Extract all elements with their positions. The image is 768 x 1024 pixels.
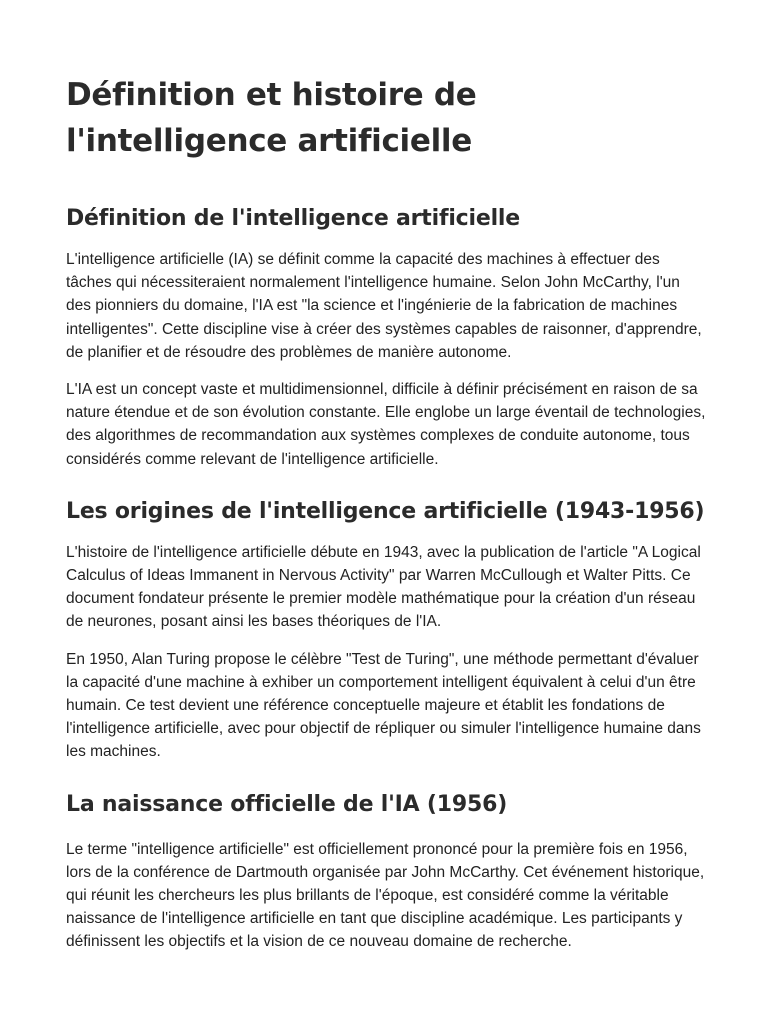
paragraph: L'histoire de l'intelligence artificielle débute en 1943, avec la publication de l'article "A Logical Calculus of Ideas Immanent in Nervous Activity" par Warren McCullough et Walter Pitts. Ce document fondateur présente le premier modèle mathématique pour la création d'un réseau de neurones, posant ainsi les bases théoriques de l'IA. [66,543,701,631]
section-official-birth [66,790,706,954]
section-heading: Définition de l'intelligence artificielle [66,206,520,231]
section-origins [66,497,706,764]
paragraph: Le terme "intelligence artificielle" est officiellement prononcé pour la première fois en 1956, lors de la conférence de Dartmouth organisée par John McCarthy. Cet événement historique, qui réunit les chercheurs les plus brillants de l'époque, est considéré comme la véritable naissance de l'intelligence artificielle en tant que discipline académique. Les participants y définissent les objectifs et la vision de ce nouveau domaine de recherche. [66,840,705,951]
paragraph: L'IA est un concept vaste et multidimensionnel, difficile à définir précisément en raison de sa nature étendue et de son évolution constante. Elle englobe un large éventail de technologies, des algorithmes de recommandation aux systèmes complexes de conduite autonome, tous considérés comme relevant de l'intelligence artificielle. [66,381,706,468]
paragraph: En 1950, Alan Turing propose le célèbre "Test de Turing", une méthode permettant d'évaluer la capacité d'une machine à exhiber un comportement intelligent équivalent à celui d'un être humain. Ce test devient une référence conceptuelle majeure et établit les fondations de l'intelligence artificielle, avec pour objectif de répliquer ou simuler l'intelligence humaine dans les machines. [66,650,701,761]
section-definition [66,204,706,471]
section-heading: La naissance officielle de l'IA (1956) [66,791,508,817]
document-title: Définition et histoire de l'intelligence artificielle [66,77,477,159]
section-heading: Les origines de l'intelligence artificielle (1943-1956) [66,498,705,524]
paragraph: L'intelligence artificielle (IA) se définit comme la capacité des machines à effectuer des tâches qui nécessiteraient normalement l'intelligence humaine. Selon John McCarthy, l'un des pionniers du domaine, l'IA est "la science et l'ingénierie de la fabrication de machines intelligentes". Cette discipline vise à créer des systèmes capables de raisonner, d'apprendre, de planifier et de résoudre des problèmes de manière autonome. [66,251,702,361]
